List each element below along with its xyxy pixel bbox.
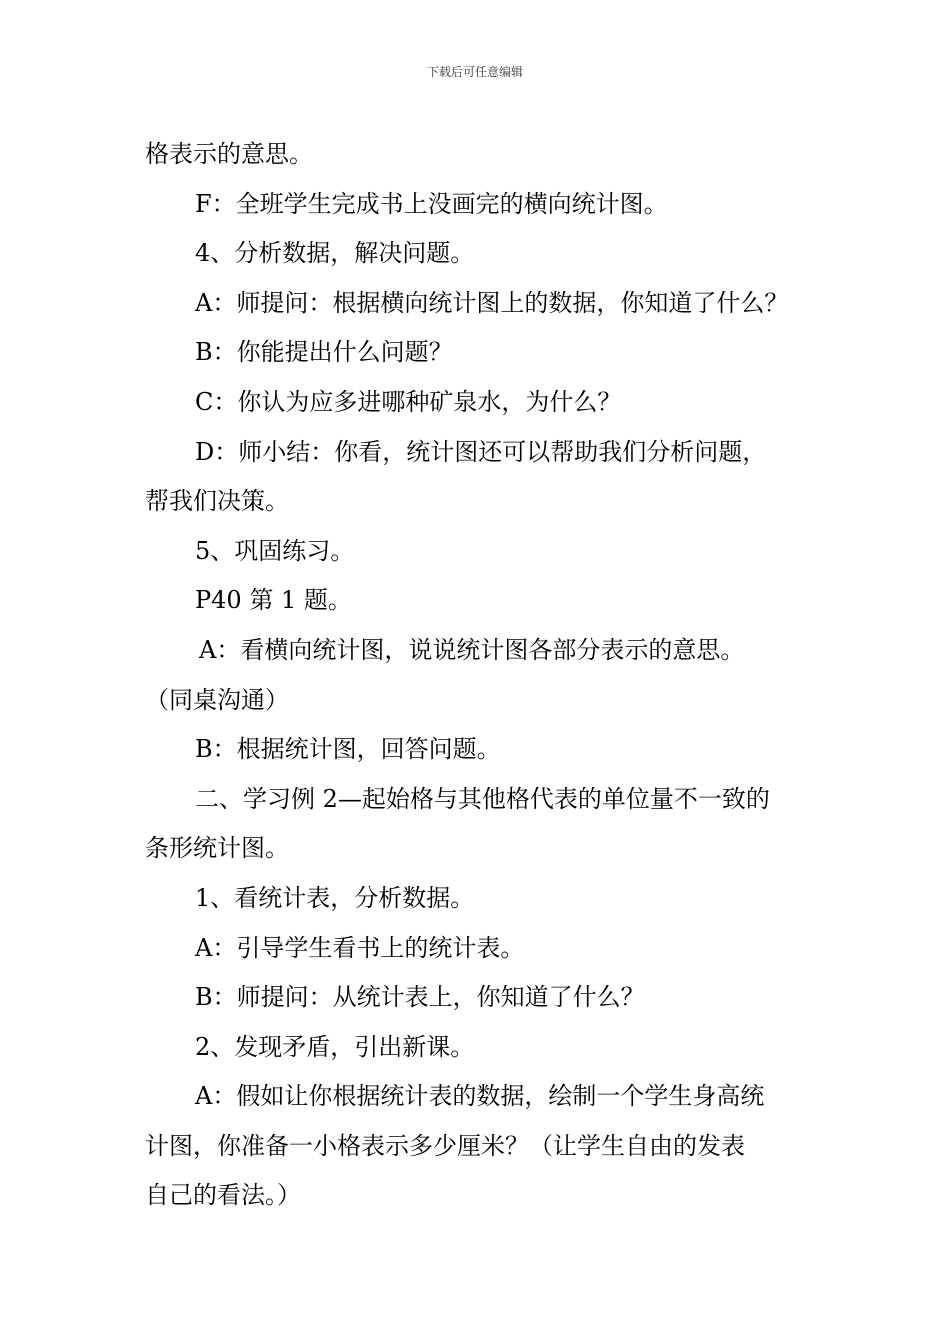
paragraph-line: C：你认为应多进哪种矿泉水，为什么？ xyxy=(195,387,622,416)
paragraph-line: B：你能提出什么问题？ xyxy=(195,338,453,367)
paragraph-line: 二、学习例 2—起始格与其他格代表的单位量不一致的 xyxy=(195,784,770,813)
paragraph-line: D：师小结：你看，统计图还可以帮助我们分析问题， xyxy=(195,437,767,466)
paragraph-line: 帮我们决策。 xyxy=(145,487,289,516)
paragraph-line: 格表示的意思。 xyxy=(145,140,313,168)
paragraph-line: 5、巩固练习。 xyxy=(195,536,355,565)
paragraph-line: B：师提问：从统计表上，你知道了什么？ xyxy=(195,983,645,1012)
paragraph-line: 4、分析数据，解决问题。 xyxy=(195,239,475,268)
page-header: 下载后可任意编辑 xyxy=(426,65,523,79)
paragraph-line: 2、发现矛盾，引出新课。 xyxy=(195,1032,475,1061)
paragraph-line: F：全班学生完成书上没画完的横向统计图。 xyxy=(195,189,668,218)
paragraph-line: （同桌沟通） xyxy=(145,685,289,714)
paragraph-line: P40 第 1 题。 xyxy=(195,586,352,615)
paragraph-line: 1、看统计表，分析数据。 xyxy=(195,883,475,912)
paragraph-line: A：引导学生看书上的统计表。 xyxy=(195,933,525,962)
paragraph-line: 计图，你准备一小格表示多少厘米？（让学生自由的发表 xyxy=(145,1131,745,1160)
document-body xyxy=(145,130,810,1221)
paragraph-line: A：假如让你根据统计表的数据，绘制一个学生身高统 xyxy=(195,1082,765,1111)
paragraph-line: A：看横向统计图，说说统计图各部分表示的意思。 xyxy=(199,635,745,664)
paragraph-line: 条形统计图。 xyxy=(145,834,289,863)
paragraph-line: A：师提问：根据横向统计图上的数据，你知道了什么？ xyxy=(195,288,789,317)
paragraph-line: 自己的看法。） xyxy=(145,1181,301,1210)
paragraph-line: B：根据统计图，回答问题。 xyxy=(195,735,501,764)
